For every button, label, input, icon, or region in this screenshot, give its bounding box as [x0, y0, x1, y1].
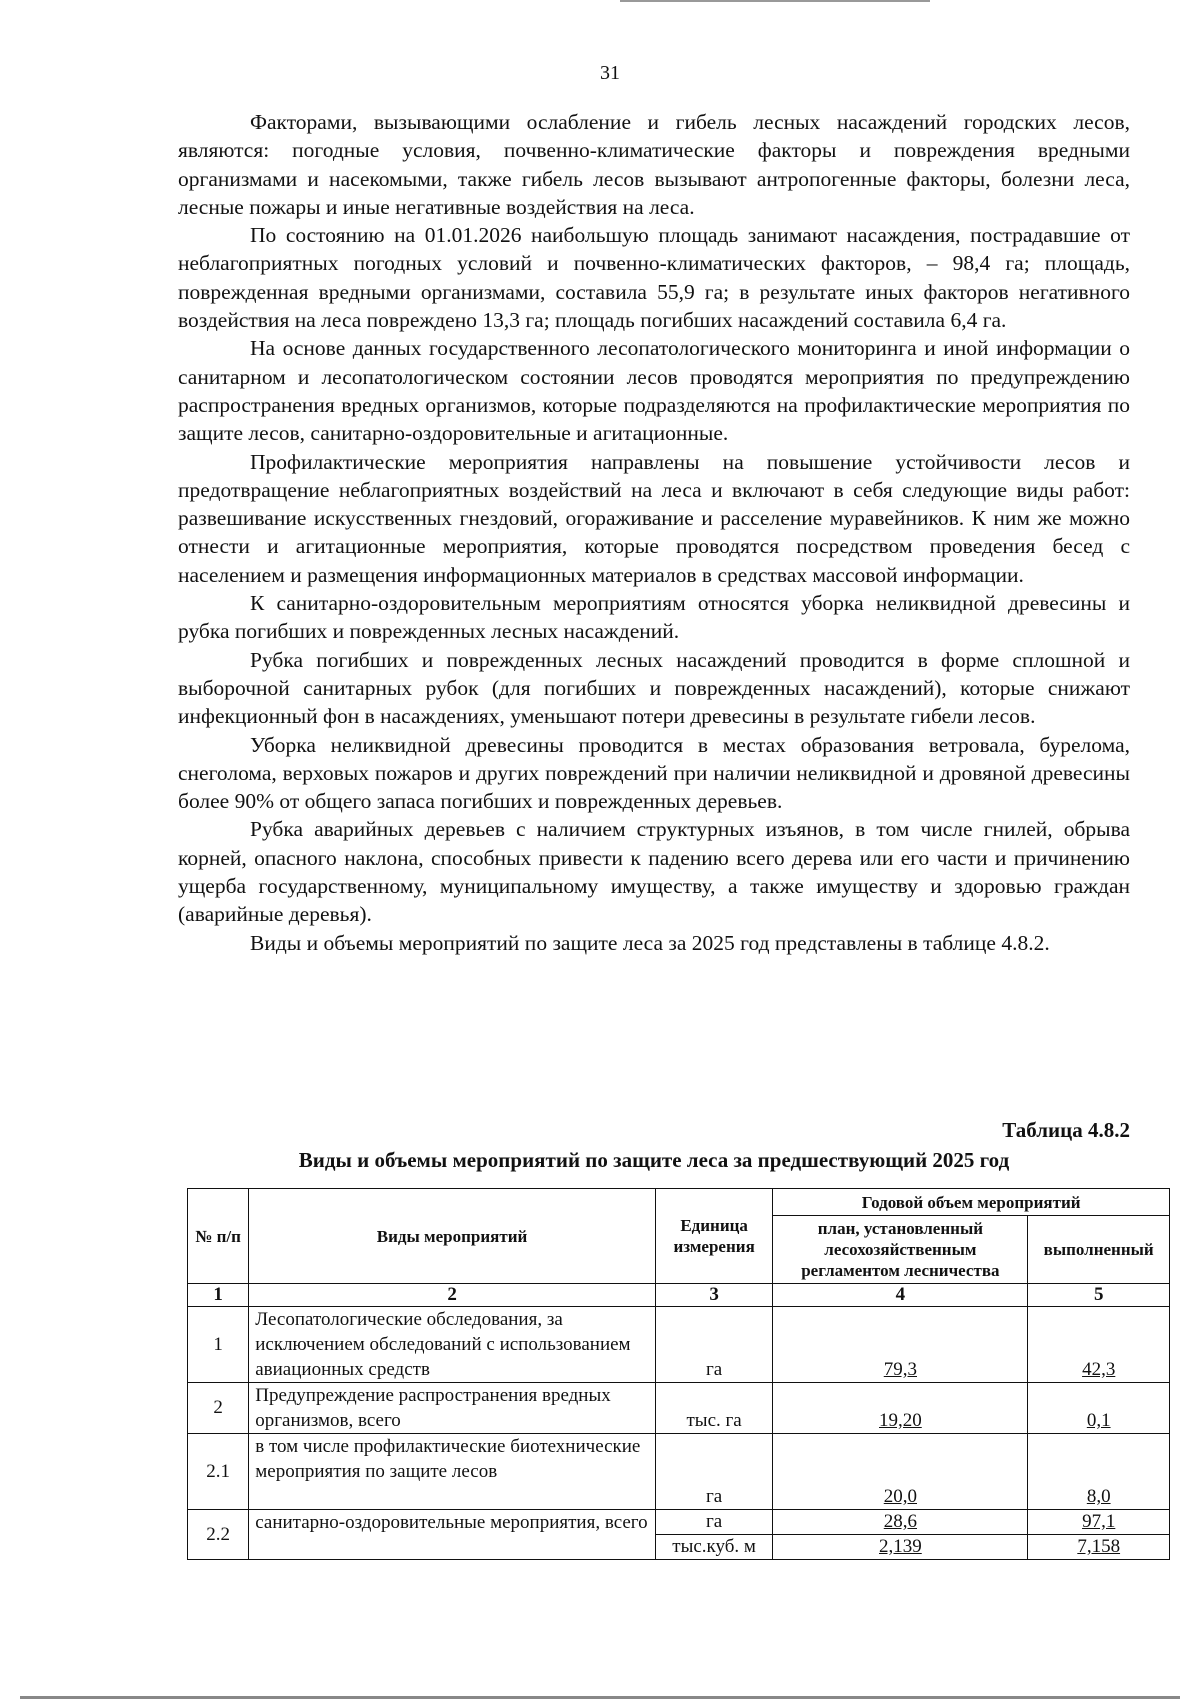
row-done — [1028, 1307, 1170, 1383]
scan-mark-bottom — [20, 1696, 1180, 1699]
column-numbers-row — [188, 1284, 1170, 1307]
column-number: 4 — [773, 1284, 1028, 1307]
row-done-value: 7,158 — [1077, 1536, 1121, 1557]
row-done-value: 8,0 — [1086, 1486, 1111, 1507]
row-name: Лесопатологические обследования, за исключением обследований с использованием авиационных средств — [249, 1307, 656, 1383]
paragraph: На основе данных государственного лесопатологического мониторинга и иной информации о санитарном и лесопатологическом состоянии лесов проводятся мероприятия по предупреждению распространения вредных организмов, которые подразделяются на профилактические мероприятия по защите лесов, санитарно-оздоровительные и агитационные. — [178, 336, 1130, 446]
row-num: 2.1 — [188, 1434, 249, 1510]
row-unit: га — [655, 1307, 772, 1383]
row-unit: га — [655, 1510, 772, 1535]
scan-mark-top — [620, 0, 930, 2]
header-annual: Годовой объем мероприятий — [773, 1189, 1170, 1216]
row-plan — [773, 1434, 1028, 1510]
row-unit: тыс. га — [655, 1383, 772, 1434]
row-num: 2.2 — [188, 1510, 249, 1560]
table-label: Таблица 4.8.2 — [1002, 1118, 1130, 1142]
paragraph: Виды и объемы мероприятий по защите леса за 2025 год представлены в таблице 4.8.2. — [250, 930, 1050, 955]
row-num: 2 — [188, 1383, 249, 1434]
row-plan-value: 2,139 — [879, 1536, 922, 1557]
row-plan — [773, 1510, 1028, 1535]
table-row — [188, 1383, 1170, 1434]
row-done — [1028, 1383, 1170, 1434]
row-plan — [773, 1307, 1028, 1383]
row-done — [1028, 1434, 1170, 1510]
row-plan-value: 20,0 — [883, 1486, 917, 1507]
paragraph: Факторами, вызывающими ослабление и гибель лесных насаждений городских лесов, являются: погодные условия, почвенно-климатические факторы и повреждения вредными организмами и насекомыми, также гибель лесов вызывают антропогенные факторы, болезни леса, лесные пожары и иные негативные воздействия на леса. — [178, 110, 1130, 219]
header-unit: Единица измерения — [655, 1189, 772, 1284]
column-number: 5 — [1028, 1284, 1170, 1307]
paragraph: По состоянию на 01.01.2026 наибольшую площадь занимают насаждения, пострадавшие от неблагоприятных погодных условий и почвенно-климатических факторов, – 98,4 га; площадь, поврежденная вредными организмами, составила 55,9 га; в результате иных факторов негативного воздействия на леса повреждено 13,3 га; площадь погибших насаждений составила 6,4 га. — [178, 223, 1130, 333]
table-row — [188, 1510, 1170, 1535]
header-plan: план, установленный лесохозяйственным регламентом лесничества — [773, 1216, 1028, 1284]
paragraph: Уборка неликвидной древесины проводится в местах образования ветровала, бурелома, снеголома, верховых пожаров и других повреждений при наличии неликвидной и дровяной древесины более 90% от общего запаса погибших и поврежденных деревьев. — [178, 732, 1130, 814]
row-unit: тыс.куб. м — [655, 1535, 772, 1560]
header-activity: Виды мероприятий — [249, 1189, 656, 1284]
row-unit: га — [655, 1434, 772, 1510]
row-done — [1028, 1510, 1170, 1535]
row-name: Предупреждение распространения вредных организмов, всего — [249, 1383, 656, 1434]
header-done: выполненный — [1028, 1216, 1170, 1284]
row-name: в том числе профилактические биотехнические мероприятия по защите лесов — [249, 1434, 656, 1510]
row-plan — [773, 1535, 1028, 1560]
header-num: № п/п — [188, 1189, 249, 1284]
row-done — [1028, 1535, 1170, 1560]
paragraph: К санитарно-оздоровительным мероприятиям относятся уборка неликвидной древесины и рубка погибших и поврежденных лесных насаждений. — [178, 591, 1130, 644]
row-name: санитарно-оздоровительные мероприятия, всего — [249, 1510, 656, 1560]
table-row — [188, 1434, 1170, 1510]
column-number: 2 — [249, 1284, 656, 1307]
page-number: 31 — [600, 62, 620, 84]
column-number: 3 — [655, 1284, 772, 1307]
row-plan-value: 79,3 — [883, 1359, 917, 1380]
row-done-value: 42,3 — [1082, 1359, 1116, 1380]
paragraph: Рубка аварийных деревьев с наличием структурных изъянов, в том числе гнилей, обрыва корней, опасного наклона, способных привести к падению всего дерева или его части и причинению ущерба государственному, муниципальному имуществу, а также имуществу и здоровью граждан (аварийные деревья). — [178, 817, 1130, 927]
row-plan-value: 28,6 — [883, 1511, 917, 1532]
paragraph: Профилактические мероприятия направлены на повышение устойчивости лесов и предотвращение неблагоприятных воздействий на леса и включают в себя следующие виды работ: развешивание искусственных гнездовий, огораживание и расселение муравейников. К ним же можно отнести и агитационные мероприятия, которые проводятся посредством проведения бесед с населением и размещения информационных материалов в средствах массовой информации. — [178, 449, 1130, 587]
paragraph: Рубка погибших и поврежденных лесных насаждений проводится в форме сплошной и выборочной санитарных рубок (для погибших и поврежденных насаждений), которые снижают инфекционный фон в насаждениях, уменьшают потери древесины в результате гибели лесов. — [178, 647, 1130, 729]
column-number: 1 — [188, 1284, 249, 1307]
table-row — [188, 1307, 1170, 1383]
body-text — [178, 108, 1130, 957]
row-num: 1 — [188, 1307, 249, 1383]
table-title: Виды и объемы мероприятий по защите леса за предшествующий 2025 год — [298, 1148, 1010, 1172]
row-plan-value: 19,20 — [879, 1410, 922, 1431]
measures-table — [187, 1188, 1170, 1560]
table-header-row — [188, 1189, 1170, 1216]
row-plan — [773, 1383, 1028, 1434]
row-done-value: 97,1 — [1082, 1511, 1116, 1532]
row-done-value: 0,1 — [1086, 1410, 1111, 1431]
